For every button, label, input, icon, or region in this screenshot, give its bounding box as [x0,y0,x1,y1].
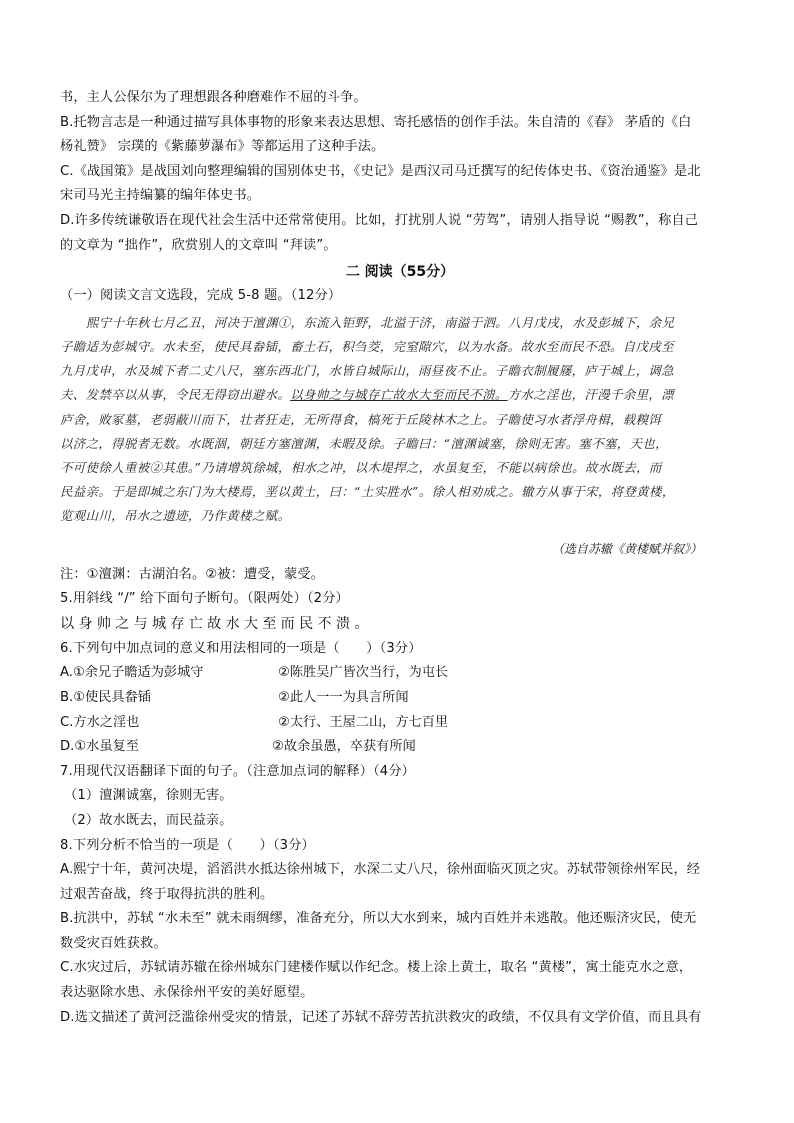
question-7-item-2: （2）故水既去，而民益亲。 [64,812,233,828]
passage-source: （选自苏辙《黄楼赋并叙》） [551,541,702,556]
question-8-line: D.选文描述了黄河泛滥徐州受灾的情景，记述了苏轼不辞劳苦抗洪救灾的政绩，不仅具有文学价值，而且具有 [60,1009,702,1025]
passage-text: 夫、发禁卒以从事，令民无得窃出避水。 [60,387,291,403]
passage-line: 子瞻适为彭城守。水未至，使民具畚锸，畜土石，积刍茭，完窒隙穴，以为水备。故水至而民不恐。自戊戌至 [60,338,674,354]
option-b-line: B.托物言志是一种通过描写具体事物的形象来表达思想、寄托感悟的创作手法。朱自清的《春》 茅盾的《白 [60,114,692,130]
question-7-item-1: （1）澶渊诚塞，徐则无害。 [64,788,233,804]
option-part-1: B.①使民具畚锸 [60,689,151,705]
passage-line [60,383,740,407]
question-6-option-d [60,735,740,760]
question-8-line: A.熙宁十年，黄河决堤，滔滔洪水抵达徐州城下，水深二丈八尺，徐州面临灭顶之灾。苏轼带领徐州军民，经 [60,862,701,878]
question-8-line: 表达驱除水患、永保徐州平安的美好愿望。 [60,985,314,1001]
text-line: 杨礼赞》 宗璞的《紫藤萝瀑布》等都运用了这种手法。 [60,139,385,155]
question-6-stem: 6.下列句中加点词的意义和用法相同的一项是（ ）（3分） [60,640,422,656]
option-part-1: A.①余兄子瞻适为彭城守 [60,665,204,681]
passage-line: 民益亲。于是即城之东门为大楼焉，垩以黄土，曰：“土实胜水”。徐人相劝成之。辙方从事于宋，将登黄楼， [60,484,675,500]
text-line: 的文章为 “拙作”，欣赏别人的文章叫 “拜读”。 [60,237,337,253]
option-part-1: C.方水之淫也 [60,714,140,730]
passage-line: 览观山川，吊水之遗迹，乃作黄楼之赋。 [60,508,291,524]
question-8-line: 数受灾百姓获救。 [60,935,167,951]
option-part-1: D.①水虽复至 [60,739,139,755]
options-intro [60,86,740,258]
passage-line: 不可使徐人重被②其患。”乃请增筑徐城，相水之冲，以木堤捍之，水虽复至，不能以病徐也。故水既去，而 [60,459,662,475]
classical-passage [60,311,740,563]
option-part-2: ②故余虽愚，卒获有所闻 [272,739,416,755]
option-part-2: ②太行、王屋二山，方七百里 [278,714,449,730]
option-part-2: ②陈胜吴广皆次当行，为屯长 [278,665,449,681]
underlined-sentence: 以身帅之与城存亡故水大至而民不溃。 [290,387,508,403]
question-8-stem: 8.下列分析不恰当的一项是（ ）（3分） [60,837,315,853]
passage-line: 熙宁十年秋七月乙丑，河决于澶渊①，东流入钜野，北溢于济，南溢于泗。八月戊戌，水及彭城下，余兄 [86,314,675,330]
question-8-line: C.水灾过后，苏轼请苏辙在徐州城东门建楼作赋以作纪念。楼上涂上黄土，取名 “黄楼”，寓土能克水之意， [60,960,693,976]
question-8-line: 过艰苦奋战，终于取得抗洪的胜利。 [60,886,274,902]
question-6-option-a [60,661,740,686]
passage-line: 庐舍，败冢墓，老弱蔽川而下，壮者狂走，无所得食，槁死于丘陵林木之上。子瞻使习水者浮舟楫，载糗饵 [60,411,662,427]
text-line: 书，主人公保尔为了理想跟各种磨难作不屈的斗争。 [60,90,367,105]
part1-heading: （一）阅读文言文选段，完成 5-8 题。（12分） [60,288,342,304]
notes: 注：①澶渊：古湖泊名。②被：遭受，蒙受。 [60,566,325,582]
section-title: 二 阅读（55分） [345,264,455,281]
exam-page [60,86,740,1030]
passage-text: 方水之淫也，汗漫千余里，漂 [507,387,674,403]
question-5-sentence: 以身帅之与城存亡故水大至而民不溃。 [60,615,373,632]
question-6-option-b [60,686,740,711]
option-d-line: D.许多传统谦敬语在现代社会生活中还常常使用。比如，打扰别人说 “劳驾”，请别人指导说 “赐教”，称自己 [60,212,699,228]
option-part-2: ②此人一一为具言所闻 [278,689,409,705]
question-5-stem: 5.用斜线 “/” 给下面句子断句。（限两处）（2分） [60,591,349,607]
option-c-line: C.《战国策》是战国刘向整理编辑的国别体史书，《史记》是西汉司马迁撰写的纪传体史书、《资治通鉴》是北 [60,163,701,179]
passage-line: 九月戊申，水及城下者二丈八尺，塞东西北门，水皆自城际山，雨昼夜不止。子瞻衣制履屦，庐于城上，调急 [60,363,674,379]
question-7-stem: 7.用现代汉语翻译下面的句子。（注意加点词的解释）（4分） [60,763,415,779]
passage-line: 以济之，得脱者无数。水既涸，朝廷方塞澶渊，未暇及徐。子瞻曰：“澶渊诚塞，徐则无害。塞不塞，天也， [60,435,668,451]
question-8-line: B.抗洪中，苏轼 “水未至” 就未雨绸缪，准备充分，所以大水到来，城内百姓并未逃散。他还赈济灾民，使无 [60,911,697,927]
question-6-option-c [60,711,740,736]
text-line: 宋司马光主持编纂的编年体史书。 [60,188,261,204]
